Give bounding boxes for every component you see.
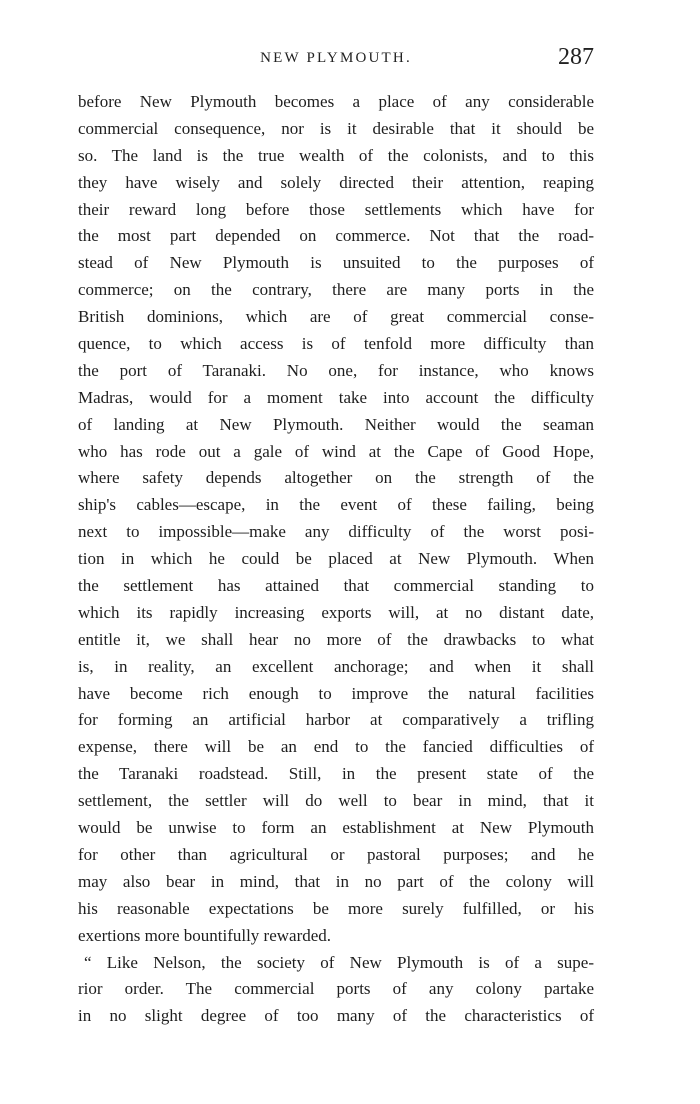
text-line: settlement, the settler will do well to bear in mind, that it (78, 791, 594, 811)
text-line: the port of Taranaki. No one, for instance, who knows (78, 360, 594, 380)
text-line: tion in which he could be placed at New Plymouth. When (78, 549, 594, 569)
text-line: they have wisely and solely directed their attention, reaping (78, 172, 594, 192)
text-line: entitle it, we shall hear no more of the drawbacks to what (78, 629, 594, 649)
text-line: the most part depended on commerce. Not that the road- (78, 226, 594, 246)
running-title: NEW PLYMOUTH. (260, 50, 412, 66)
paragraph-end-line: exertions more bountifully rewarded. (78, 925, 332, 945)
text-line: would be unwise to form an establishment at New Plymouth (78, 818, 594, 838)
text-line: have become rich enough to improve the natural facilities (78, 683, 594, 703)
text-line: so. The land is the true wealth of the colonists, and to this (78, 145, 594, 165)
paragraph-start-line: “ Like Nelson, the society of New Plymouth is of a supe- (84, 952, 594, 972)
text-line: commerce; on the contrary, there are many ports in the (78, 280, 594, 300)
text-line: where safety depends altogether on the strength of the (78, 468, 594, 488)
body-text (78, 89, 594, 1030)
running-head (78, 44, 594, 78)
text-line: for other than agricultural or pastoral purposes; and he (78, 844, 594, 864)
text-line: their reward long before those settlements which have for (78, 199, 594, 219)
text-line: the Taranaki roadstead. Still, in the present state of the (78, 764, 594, 784)
text-line: who has rode out a gale of wind at the Cape of Good Hope, (78, 441, 594, 461)
text-line: which its rapidly increasing exports will, at no distant date, (78, 602, 594, 622)
text-line: is, in reality, an excellent anchorage; and when it shall (78, 656, 594, 676)
text-line: British dominions, which are of great commercial conse- (78, 307, 594, 327)
page-number: 287 (558, 44, 594, 70)
text-line: Madras, would for a moment take into account the difficulty (78, 387, 594, 407)
text-line: may also bear in mind, that in no part of the colony will (78, 871, 594, 891)
text-line: stead of New Plymouth is unsuited to the purposes of (78, 253, 594, 273)
text-line: in no slight degree of too many of the characteristics of (78, 1006, 594, 1026)
text-line: rior order. The commercial ports of any colony partake (78, 979, 594, 999)
text-line: ship's cables—escape, in the event of these failing, being (78, 495, 594, 515)
text-line: for forming an artificial harbor at comparatively a trifling (78, 710, 594, 730)
text-line: before New Plymouth becomes a place of any considerable (78, 92, 594, 111)
text-line: of landing at New Plymouth. Neither would the seaman (78, 414, 594, 434)
text-line: expense, there will be an end to the fancied difficulties of (78, 737, 594, 757)
text-line: his reasonable expectations be more surely fulfilled, or his (78, 898, 594, 918)
text-line: the settlement has attained that commercial standing to (78, 576, 594, 596)
text-line: commercial consequence, nor is it desirable that it should be (78, 118, 594, 138)
text-line: quence, to which access is of tenfold more difficulty than (78, 334, 594, 354)
text-line: next to impossible—make any difficulty of the worst posi- (78, 522, 594, 542)
